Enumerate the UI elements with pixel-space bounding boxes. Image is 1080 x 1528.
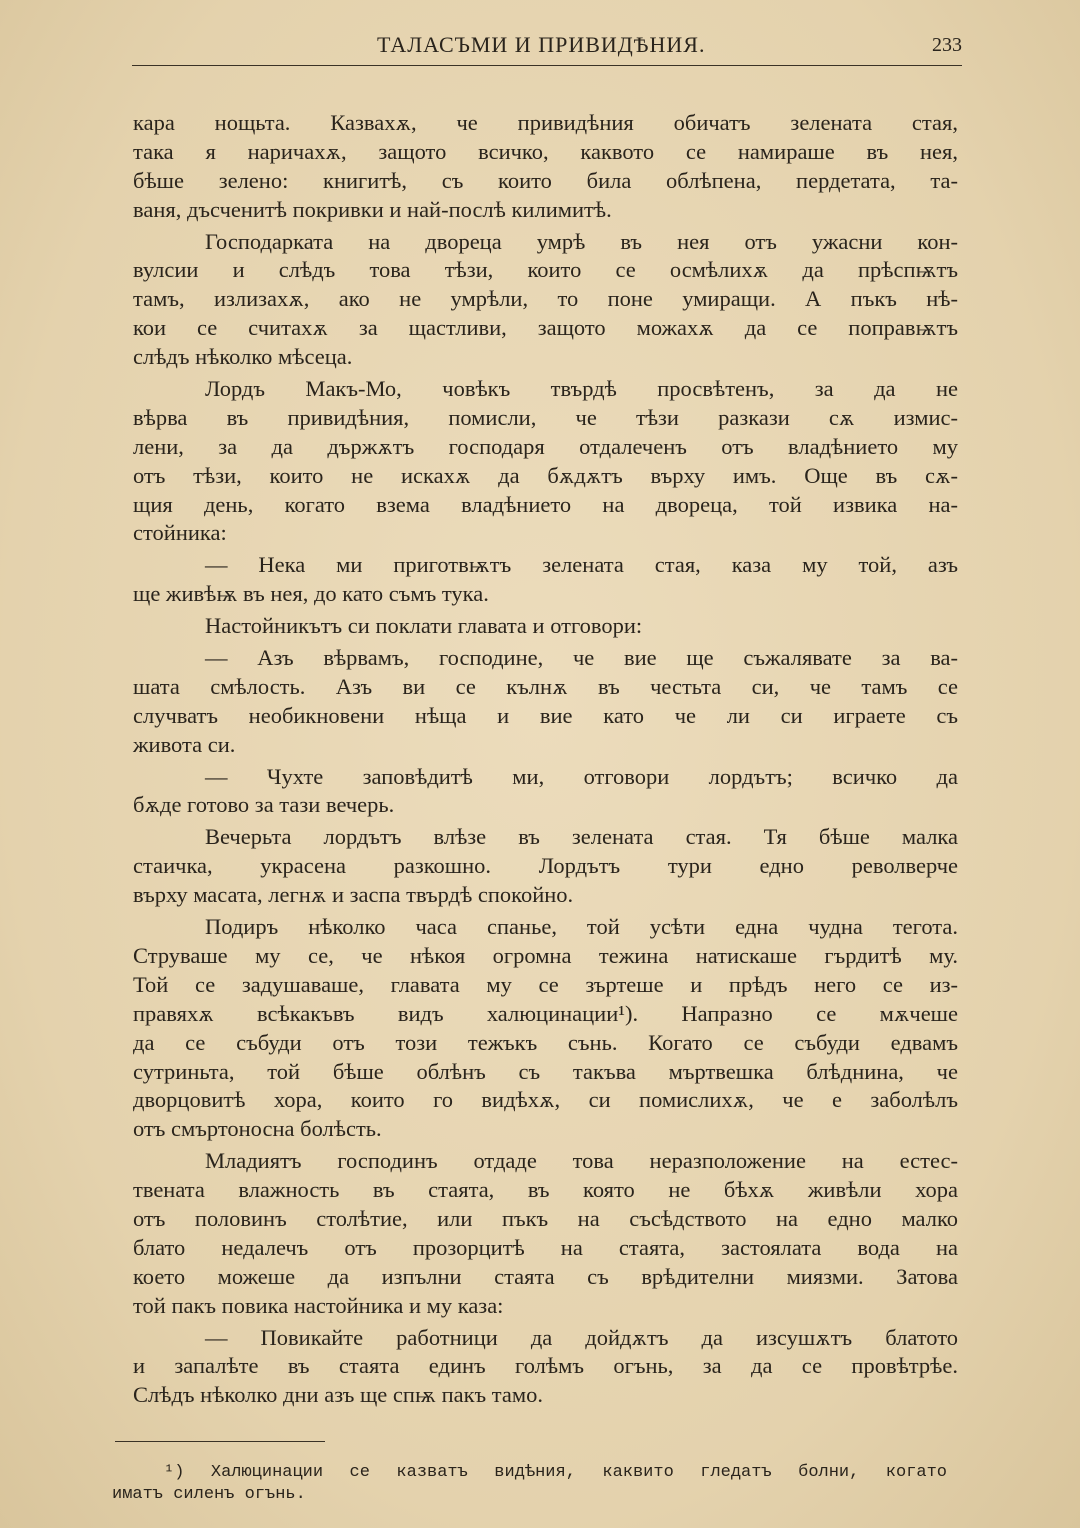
text-line: щия день, когато взема владѣнието на двореца, той извика на- [133, 491, 958, 517]
text-line: ваня, дъсченитѣ покривки и най-послѣ килимитѣ. [133, 196, 612, 222]
text-line: Той се задушаваше, главата му се зъртеше и прѣдъ него се из- [133, 971, 958, 997]
paragraph [133, 551, 958, 609]
text-line: — Повикайте работници да дойдѫтъ да изсушѫтъ блатото [205, 1324, 958, 1350]
paragraph [133, 109, 958, 225]
text-line: и запалѣте въ стаята единъ голѣмъ огънь, за да се провѣтрѣе. [133, 1353, 958, 1379]
text-line: шата смѣлость. Азъ ви се кълнѫ въ честьта си, че тамъ се [133, 673, 958, 699]
text-line: така я наричахѫ, защото всичко, каквото се намираше въ нея, [133, 138, 958, 164]
footnotes [112, 1462, 947, 1506]
text-line: — Нека ми приготвѭтъ зелената стая, каза му той, азъ [205, 552, 958, 578]
paragraph [133, 763, 958, 821]
text-line: случватъ необикновени нѣща и вие като че ли си играете съ [133, 702, 958, 728]
text-line: вулсии и слѣдъ това тѣзи, които се осмѣлихѫ да прѣспѭтъ [133, 257, 958, 283]
text-line: отъ смъртоносна болѣсть. [133, 1116, 382, 1142]
text-line: бѣше зелено: книгитѣ, съ които била облѣпена, пердетата, та- [133, 167, 958, 193]
text-line: блато недалечъ отъ прозорцитѣ на стаята, застоялата вода на [133, 1234, 958, 1260]
text-line: Слѣдъ нѣколко дни азъ ще спѭ пакъ тамо. [133, 1382, 544, 1408]
paragraph [133, 612, 958, 641]
text-line: сутриньта, той бѣше облѣнъ съ такъва мъртвешка блѣднина, че [133, 1058, 958, 1084]
text-line: кара нощьта. Казвахѫ, че привидѣния обичатъ зелената стая, [133, 110, 958, 135]
text-line: — Азъ вѣрвамъ, господине, че вие ще съжалявате за ва- [205, 645, 958, 671]
page-header [132, 28, 962, 68]
text-line: кои се считахѫ за щастливи, защото можахѫ да се поправѭтъ [133, 315, 958, 341]
paragraph [133, 1324, 958, 1411]
text-line: Настойникътъ си поклати главата и отговори: [205, 613, 643, 639]
text-line: вѣрва въ привидѣния, помисли, че тѣзи разкази сѫ измис- [133, 404, 958, 430]
text-line: слѣдъ нѣколко мѣсеца. [133, 344, 353, 370]
text-line: Вечерьта лордътъ влѣзе въ зелената стая. Тя бѣше малка [205, 824, 958, 850]
running-title: ТАЛАСЪМИ И ПРИВИДѢНИЯ. [377, 32, 706, 57]
paragraph [133, 1147, 958, 1320]
text-line: Лордъ Макъ-Мо, човѣкъ твърдѣ просвѣтенъ, за да не [205, 376, 958, 402]
text-line: стаичка, украсена разкошно. Лордътъ тури едно револверче [133, 853, 958, 879]
paragraph [133, 913, 958, 1144]
text-line: той пакъ повика настойника и му каза: [133, 1292, 504, 1318]
text-line: да се събуди отъ този тежъкъ сънь. Когато се събуди едвамъ [133, 1029, 958, 1055]
text-line: отъ тѣзи, които не искахѫ да бѫдѫтъ върху имъ. Още въ сѫ- [133, 462, 958, 488]
text-line: стойника: [133, 520, 227, 546]
footnote-line: иматъ силенъ огънь. [112, 1485, 306, 1504]
header-rule [132, 65, 962, 66]
text-line: Подиръ нѣколко часа спанье, той усѣти една чудна тегота. [205, 914, 958, 940]
text-line: лени, за да държѫтъ господаря отдалеченъ отъ владѣнието му [133, 433, 958, 459]
text-line: ще живѣѭ въ нея, до като съмъ тука. [133, 581, 489, 607]
text-line: върху масата, легнѫ и заспа твърдѣ спокойно. [133, 882, 574, 908]
text-line: твената влажность въ стаята, въ която не бѣхѫ живѣли хора [133, 1177, 958, 1203]
text-line: правяхѫ всѣкакъвъ видъ халюцинации¹). Напразно се мѫчеше [133, 1000, 958, 1026]
footnote-rule [115, 1441, 325, 1442]
text-line: дворцовитѣ хора, които го видѣхѫ, си помислихѫ, че е заболѣлъ [133, 1087, 958, 1113]
paragraph [133, 375, 958, 548]
text-line: което можеше да изпълни стаята съ врѣдителни миязми. Затова [133, 1263, 958, 1289]
paragraph [133, 644, 958, 760]
paragraph [133, 228, 958, 372]
page-number: 233 [932, 34, 962, 56]
text-line: Струваше му се, че нѣкоя огромна тежина натискаше гърдитѣ му. [133, 942, 958, 968]
text-line: Господарката на двореца умрѣ въ нея отъ ужасни кон- [205, 228, 958, 254]
text-line: тамъ, излизахѫ, ако не умрѣли, то поне умиращи. А пъкъ нѣ- [133, 286, 958, 312]
text-line: Младиятъ господинъ отдаде това неразположение на естес- [205, 1148, 958, 1174]
text-line: бѫде готово за тази вечерь. [133, 792, 395, 818]
paragraph [133, 823, 958, 910]
text-line: живота си. [133, 731, 236, 757]
text-line: отъ половинъ столѣтие, или пъкъ на съсѣдството на едно малко [133, 1205, 958, 1231]
footnote-line: ¹) Халюцинации се казватъ видѣния, каквито гледатъ болни, когато [164, 1463, 947, 1482]
body-text [133, 106, 958, 1410]
text-line: — Чухте заповѣдитѣ ми, отговори лордътъ; всичко да [205, 763, 958, 789]
